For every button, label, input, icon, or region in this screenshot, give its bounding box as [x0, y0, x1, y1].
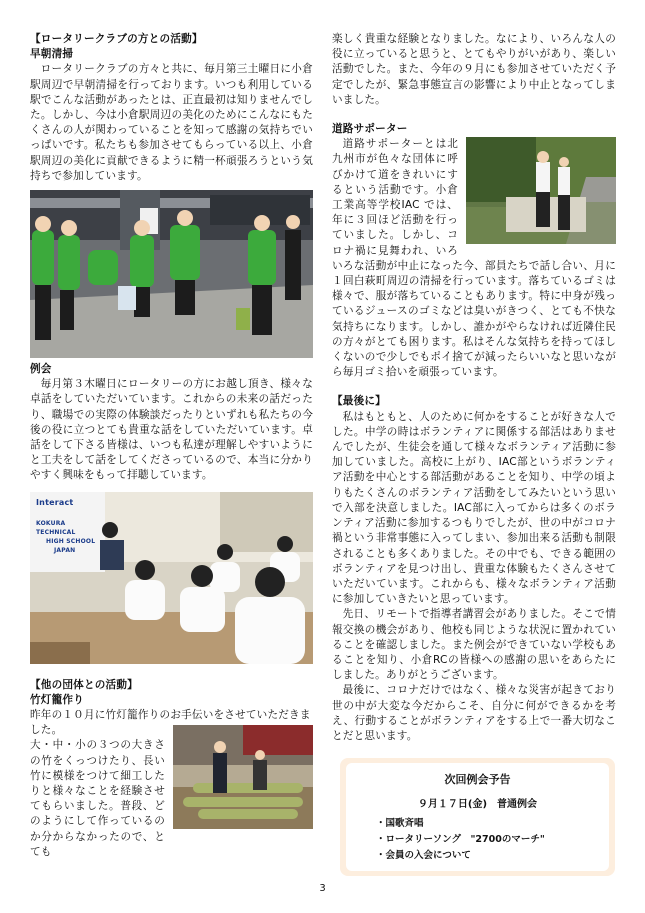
- road-supporter-photo: [466, 137, 616, 244]
- other-groups-heading: 【他の団体との活動】: [30, 678, 138, 691]
- meeting-text: 毎月第３木曜日にロータリーの方にお越し頂き、様々な卓話をしていただいています。これからの未来の話だったり、職場での実際の体験談だったりといずれも私たちの今後の役に立つとても貴重な話をしていただいています。卓話をして下さる皆様は、いつも私達が理解しやすいようにと工夫をして話をしてくださっているので、本当に分かりやすく興味をもって拝聴しています。: [30, 378, 313, 482]
- final-paragraph-3: 最後に、コロナだけではなく、様々な災害が起きており世の中が大変な今だからこそ、自分に何ができるかを考え、行動することがボランティアをする上で一番大切なことだと思います。: [332, 684, 616, 742]
- notice-date: ９月１７日(金) 普通例会: [417, 799, 538, 810]
- bamboo-lantern-heading: 竹灯籠作り: [30, 693, 84, 706]
- left-column: [30, 32, 313, 860]
- meeting-heading: 例会: [30, 363, 52, 376]
- notice-title: 次回例会予告: [444, 773, 511, 786]
- page-number: 3: [319, 883, 326, 894]
- agenda-item: ・ 会員の入会について: [376, 848, 609, 864]
- banner-line-3: HIGH SCHOOL: [46, 537, 96, 545]
- next-meeting-notice: [340, 758, 615, 876]
- final-paragraph-2: 先日、リモートで指導者講習会がありました。そこで情報交換の機会があり、他校も同じような状況に置かれていることを確認しました。また例会ができていない学校もあることを知り、小倉RCの皆様への感謝の思いをあらたにしました。ありがとうございます。: [332, 608, 616, 682]
- station-cleaning-photo: [30, 190, 313, 358]
- final-paragraph-1: 私はもともと、人のために何かをすることが好きな人でした。中学の時はボランティアに関係する部活はありませんでしたが、生徒会を通して様々なボランティア活動に参加していました。高校に上がり、IAC部というボランティア活動を中心とする部活動があることを知り、中学の頃よりもたくさんのボランティア活動をしてみたいという思いで入部を決意しました。IAC部に入ってからは多くのボランティア活動に参加するつもりでしたが、世の中がコロナ禍という非常事態に入ってしまい、参加出来る活動も制限されることも多くありました。その中でも、できる範囲のボランティアを見つけ出し、貴重な体験もたくさんさせていただいています。これからも、様々なボランティア活動に参加していきたいと思っています。: [332, 410, 616, 606]
- interact-banner: [36, 498, 100, 578]
- banner-line-1: Interact: [36, 497, 74, 507]
- morning-cleaning-heading: 早朝清掃: [30, 48, 74, 61]
- road-supporter-text: 道路サポーターとは北九州市が色々な団体に呼びかけて道をきれいにするという活動です。小倉工業高等学校IAC では、年に３回ほど活動を行っていました。しかし、コロナ禍に見舞われ、いろいろな活動が中止になった今、部員たちで話し合い、月に１回白萩町周辺の清掃を行っています。落ちているゴミは様々で、服が落ちていることもあります。特に中身が残っているジュースのゴミなどは臭いがきつく、とても不快な気持ちになります。しかし、誰かがやらなければ近隣住民の方々がとても困ります。私はそんな気持ちを持ってほしくないので少しでもポイ捨てが減ったらいいなと思いながら毎月ゴミ拾いを頑張っています。: [332, 138, 616, 379]
- notice-inner: [346, 763, 609, 871]
- bamboo-lantern-text-b: 大・中・小の３つの大きさの竹をくっつけたり、長い竹に模様をつけて細工したりと様々なことを経験させてもらいました。普段、どのようにして作っているのか分からなかったので、とても: [30, 739, 165, 858]
- road-supporter-heading: 道路サポーター: [332, 123, 408, 136]
- bamboo-lantern-photo: [173, 725, 313, 829]
- meeting-photo: [30, 492, 313, 664]
- banner-line-2: KOKURA TECHNICAL: [36, 519, 76, 536]
- right-column: [332, 32, 616, 744]
- rotary-section-heading: 【ロータリークラブの方との活動】: [30, 33, 203, 45]
- agenda-item: ・ ロータリーソング "2700のマーチ": [376, 832, 609, 848]
- banner-line-4: JAPAN: [54, 546, 76, 554]
- notice-agenda: [376, 816, 609, 864]
- final-heading: 【最後に】: [332, 395, 386, 408]
- bamboo-lantern-text-a: 昨年の１０月に竹灯籠作りのお手伝いをさせていただきました。: [30, 709, 311, 737]
- agenda-item: ・ 国歌斉唱: [376, 816, 609, 832]
- morning-cleaning-text: ロータリークラブの方々と共に、毎月第三土曜日に小倉駅周辺で早朝清掃を行っております。いつも利用している駅でこんな活動があったとは、正直最初は知りませんでした。しかし、今は小倉駅周辺の美化のためにこんなにもたくさんの人が関わっていることを知って感謝の気持ちでいっぱいです。私たちも参加させてもらっている以上、小倉駅周辺の美化に貢献できるように精一杯頑張ろうという気持ちで参加しています。: [30, 63, 313, 182]
- lantern-continued-text: 楽しく貴重な経験となりました。なにより、いろんな人の役に立っていると思うと、とてもやりがいがあり、楽しい活動でした。また、今年の９月にも参加させていただく予定でしたが、緊急事態宣言の影響により中止となってしまいました。: [332, 33, 616, 106]
